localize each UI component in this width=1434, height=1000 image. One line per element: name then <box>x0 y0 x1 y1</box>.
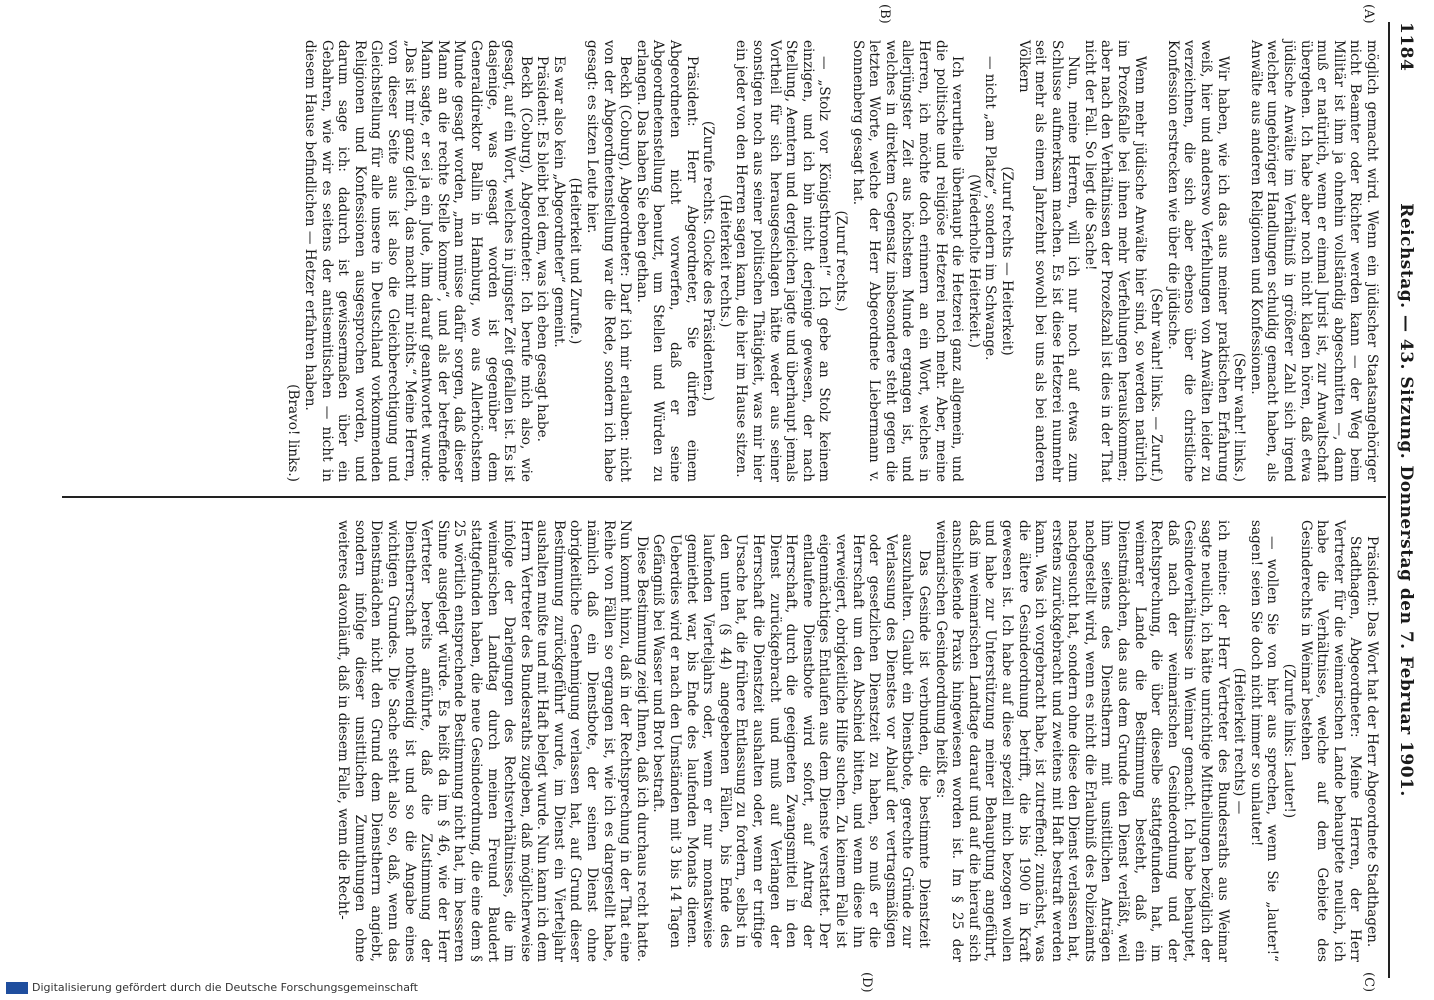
stage-direction: (Zuruf rechts.) <box>833 210 849 312</box>
stage-direction: (Zurufe links: Lauter!) <box>1281 663 1298 819</box>
digitization-footer <box>6 981 418 994</box>
paragraph: Wir haben, wie ich das aus meiner praktischen Erfahrung weiß, hier und anderswo Verfehlungen von Anwälten leider zu verzeichnen, die sich aber ebenso über die christliche Konfession erstrecken wie über die jüdische. <box>1164 40 1231 482</box>
left-column <box>285 40 1380 482</box>
page-header <box>1388 22 1420 978</box>
quoted-statute: Das Gesinde ist verbunden, die bestimmte Dienstzeit auszuhalten. Glaubt ein Dienstbote, gerechte Gründe zur Verlassung des Dienstes vor Ablauf der vertragsmäßigen oder gesetzlichen Dienstzeit zu haben, so muß er die Herrschaft um den Abschied bitten, und wenn diese ihn verweigert, obrigkeitliche Hilfe suchen. Zu keinem Falle ist eigenmächtiges Entlaufen aus dem Dienste verstattet. Der entlaufene Dienstbote wird sofort, auf Antrag der Herrschaft, durch die geeigneten Zwangsmittel in den Dienst zurückgebracht und muß auf Verlangen der Herrschaft die Dienstzeit aushalten oder, wenn er triftige Ursache hat, die frühere Entlassung zu fordern, selbst in den unten (§ 44) angegebenen Fällen, bis Ende des laufenden Vierteljahrs oder, wenn er nur monatsweise gemiethet war, bis Ende des laufenden Monats dienen. Ueberdies wird er nach den Umständen mit 3 bis 14 Tagen Gefängniß bei Wasser und Brot bestraft. <box>650 534 932 948</box>
stage-direction: (Heiterkeit rechts.) <box>716 194 733 328</box>
speaker-paragraph: Präsident: Das Wort hat der Herr Abgeordnete Stadthagen. <box>1364 536 1380 948</box>
stage-direction: (Sehr wahr! links.) <box>1231 352 1248 482</box>
stage-direction: (Bravo! links.) <box>285 384 302 482</box>
dfg-logo <box>6 982 28 994</box>
header-rule <box>1388 22 1390 978</box>
paragraph: Diese Bestimmung zeigt Ihnen, daß ich durchaus recht hatte. Nun kommt hinzu, daß in der Rechtsprechung in der That eine Reihe von Fällen so ergangen ist, wie ich es dargestellt habe, nämlich daß ein Dienstbote, der seinen Dienst ohne obrigkeitliche Genehmigung verlassen hat, auf Grund dieser Bestimmung zurückgeführt wurde, im Dienst ein Vierteljahr aushalten mußte und mit Haft belegt wurde. Nun kann ich dem Herrn Vertreter des Bundesraths zugeben, daß möglicherweise infolge der Darlegungen des Rechtsverhältnisses, die im weimarischen Landtag durch meinen Freund Baudert stattgefunden haben, die neue Gesindeordnung, die eine dem § 25 wörtlich entsprechende Bestimmung nicht hat, im besseren Sinne ausgelegt würde. Es heißt da im § 46, wie der Herr Vertreter bereits anführte, daß die Zustimmung der Dienstherrschaft nothwendig ist und so die Angabe eines wichtigen Grundes. Die Sache steht also so, daß, wenn das Dienstmädchen nicht den Grund dem Dienstherrn angiebt, sondern infolge dieser unsittlichen Zumuthungen ohne weiteres davonläuft, daß in diesem Falle, wenn die Recht- <box>335 520 650 962</box>
paragraph: — wollen Sie von hier aus sprechen, wenn Sie „lauter!“ sagen! seien Sie doch nicht immer so unlauter! <box>1247 520 1281 962</box>
stage-direction: (Zurufe rechts. Glocke des Präsidenten.) <box>700 120 717 402</box>
stage-direction: (Heiterkeit und Zurufe.) <box>567 177 584 345</box>
paragraph: Wenn mehr jüdische Anwälte hier sind, so werden natürlich im Prozeßfalle bei ihnen mehr Verfehlungen herauskommen; aber nach den Verhältnissen der Prozeßzahl ist dies in der That nicht der Fall. So liegt die Sache! <box>1081 40 1148 482</box>
speaker-paragraph: Präsident: Herr Abgeordneter, Sie dürfen einem Abgeordneten nicht vorwerfen, daß er seine Abgeordnetenstellung benutzt, um Stellen und Würden zu erlangen. Das haben Sie eben gethan. <box>633 40 700 482</box>
stage-direction: (Zuruf rechts — Heiterkeit) <box>998 166 1015 356</box>
speaker-paragraph: Präsident: Es bleibt bei dem, was ich eben gesagt habe. <box>534 56 551 442</box>
margin-marker-b: (B) <box>877 4 892 24</box>
paragraph: — „Stolz vor Königsthronen!“ Ich gebe an Stolz keinem einzigen, und ich bin nicht derjenige gewesen, der nach Stellung, Aemtern und dergleichen jagte und überhaupt jemals Vortheil für sich herausgeschlagen hätte weder aus seiner sonstigen noch aus seiner politischen Thätigkeit, was mir hier ein jeder von den Herren sagen kann, die hier im Hause sitzen. <box>733 40 833 482</box>
paragraph: Es war also kein „Abgeordneter“ gemeint. <box>550 56 567 348</box>
page-number: 1184 <box>1396 22 1416 72</box>
footer-credit: Digitalisierung gefördert durch die Deutsche Forschungsgemeinschaft <box>32 981 418 994</box>
margin-marker-c: (C) <box>1361 972 1376 993</box>
paragraph: ich meine: der Herr Vertreter des Bundesraths aus Weimar sagte neulich, ich hätte unrichtige Mittheilungen bezüglich der Gesindeverhältnisse in Weimar gemacht. Ich habe behauptet, daß nach der weimarischen Gesindeordnung und der Rechtsprechung, die über dieselbe stattgefunden hat, im weimarer Lande die Bestimmung besteht, daß ein Dienstmädchen, das aus dem Grunde den Dienst verläßt, weil ihm seitens des Dienstherrn mit unsittlichen Anträgen nachgestellt wird, wenn es nicht die Erlaubniß des Polizeiamts nachgesucht hat, sondern ohne diese den Dienst verlassen hat, erstens zurückgebracht und zweitens mit Haft bestraft werden kann. Was ich vorgebracht habe, ist zutreffend; zunächst, was die ältere Gesindeordnung betrifft, die bis 1900 in Kraft gewesen ist. Ich habe auf diese speziell mich bezogen wollen und habe zur Unterstützung meiner Behauptung angeführt, daß im weimarischen Landtage darauf und auf die hierauf sich anschließende Praxis hingewiesen worden ist. Im § 25 der weimarischen Gesindeordnung heißt es: <box>932 520 1231 962</box>
stage-direction: (Heiterkeit rechts) — <box>1231 667 1248 815</box>
paragraph: Ich verurtheile überhaupt die Hetzerei ganz allgemein, und die politische und religiöse Hetzerei noch mehr. Aber, meine Herren, ich möchte doch erinnern an ein Wort, welches in allerjüngster Zeit aus höchstem Munde ergangen ist, und welches in direktem Gegensatz insbesondere steht gegen die letzten Worte, welche der Herr Abgeordnete Liebermann v. Sonnenberg gesagt hat. <box>849 40 966 482</box>
speaker-paragraph: Stadthagen, Abgeordneter: Meine Herren, der Herr Vertreter für die weimarischen Lande behauptete neulich, ich habe die Verhältnisse, welche auf dem Gebiete des Gesinderechts in Weimar bestehen <box>1297 520 1364 962</box>
speaker-paragraph: Beckh (Coburg), Abgeordneter: Ich berufe mich also, wie gesagt, auf ein Wort, welches in jüngster Zeit gefallen ist. Es ist dasjenige, was gesagt worden ist gegenüber dem Generaldirektor Ballin in Hamburg, wo aus Allerhöchstem Munde gesagt worden, „man müsse dafür sorgen, daß dieser Mann an die rechte Stelle komme“, und als der betreffende Mann sagte, er sei ja ein Jude, ihm darauf geantwortet wurde: „Das ist mir ganz gleich, das macht mir nichts.“ Meine Herren, von dieser Seite aus ist also die Gleichberechtigung und Gleichstellung für alle unsere in Deutschland vorkommenden Religionen und Konfessionen ausgesprochen worden, und darum sage ich: dadurch ist gewissermaßen über ein Gebahren, wie wir es seitens der antisemitischen — nicht in diesem Hause befindlichen — Hetzer erfahren haben. <box>302 40 534 482</box>
stage-direction: (Sehr wahr! links. — Zuruf.) <box>1148 288 1165 482</box>
running-title: Reichstag. — 43. Sitzung. Donnerstag den 7. Februar 1901. <box>1396 203 1416 797</box>
column-divider <box>62 496 1386 498</box>
margin-marker-d: (D) <box>859 972 874 993</box>
right-column <box>335 520 1380 962</box>
paragraph: — nicht „am Platze“, sondern im Schwange. <box>982 56 999 361</box>
margin-marker-a: (A) <box>1361 4 1376 24</box>
paragraph: möglich gemacht wird. Wenn ein jüdischer Staatsangehöriger nicht Beamter oder Richter werden kann — der Weg beim Militär ist ihm ja ohnehin vollständig abgeschnitten —, dann muß er natürlich, wenn er einmal Jurist ist, zur Anwaltschaft übergehen. Ich habe aber noch nicht klagen hören, daß etwa jüdische Anwälte im Verhältniß in größerer Zahl sich irgend welcher ungehöriger Handlungen schuldig gemacht haben, als Anwälte aus anderen Religionen und Konfessionen. <box>1247 40 1380 482</box>
paragraph: Nun, meine Herren, will ich nur noch auf etwas zum Schlusse aufmerksam machen. Es ist diese Hetzerei nunmehr seit mehr als einem Jahrzehnt sowohl bei uns als bei anderen Völkern <box>1015 40 1082 482</box>
speaker-paragraph: Beckh (Coburg), Abgeordneter: Darf ich mir erlauben: nicht von der Abgeordnetenstellung war die Rede, sondern ich habe gesagt: es sitzen Leute hier. <box>584 40 634 482</box>
stage-direction: (Wiederholte Heiterkeit.) <box>965 174 982 348</box>
